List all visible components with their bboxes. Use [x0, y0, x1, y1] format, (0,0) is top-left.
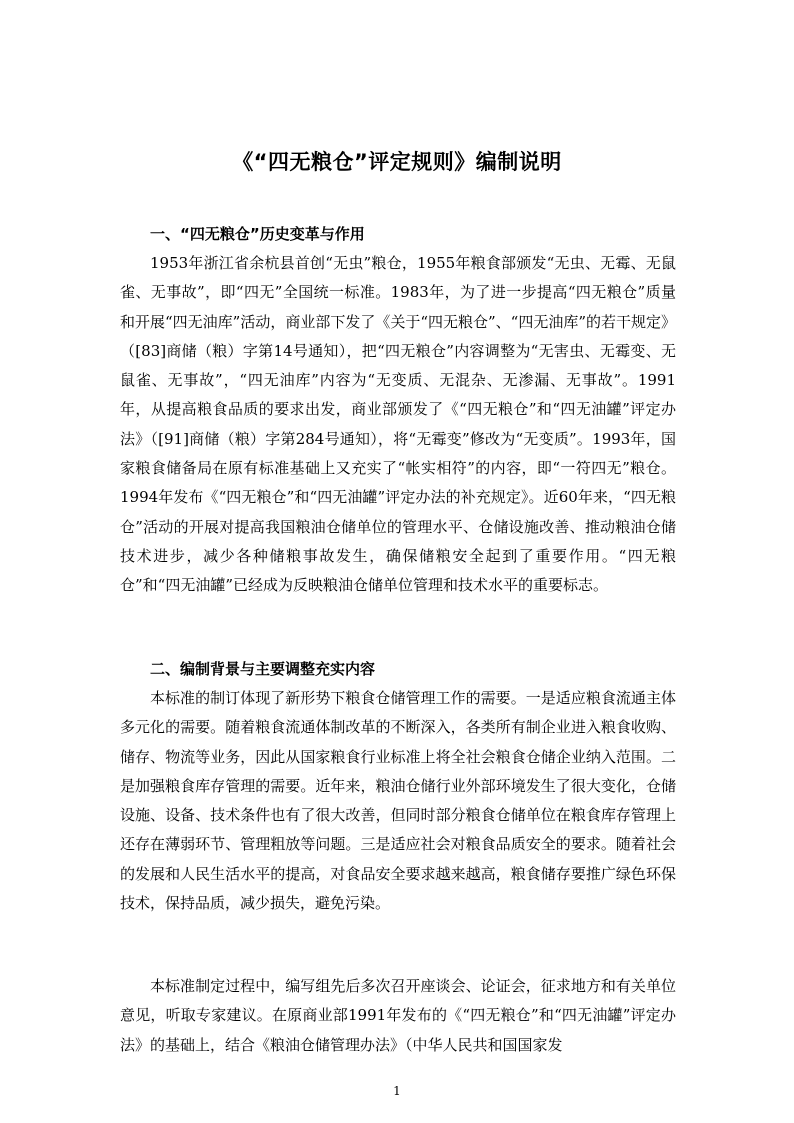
section-paragraph: 本标准制定过程中，编写组先后多次召开座谈会、论证会，征求地方和有关单位意见，听取专家建议。在原商业部1991年发布的《“四无粮仓”和“四无油罐”评定办法》的基础上，结合《粮油仓储管理办法》（中华人民共和国国家发 — [120, 977, 676, 1054]
section-paragraph: 1953年浙江省余杭县首创“无虫”粮仓，1955年粮食部颁发“无虫、无霉、无鼠雀、无事故”，即“四无”全国统一标准。1983年，为了进一步提高“四无粮仓”质量和开展“四无油库”活动，商业部下发了《关于“四无粮仓”、“四无油库”的若干规定》（[83]商储（粮）字第14号通知），把“四无粮仓”内容调整为“无害虫、无霉变、无鼠雀、无事故”，“四无油库”内容为“无变质、无混杂、无渗漏、无事故”。1991年，从提高粮食品质的要求出发，商业部颁发了《“四无粮仓”和“四无油罐”评定办法》（[91]商储（粮）字第284号通知），将“无霉变”修改为“无变质”。1993年，国家粮食储备局在原有标准基础上又充实了“帐实相符”的内容，即“一符四无”粮仓。1994年发布《“四无粮仓”和“四无油罐”评定办法的补充规定》。近60年来，“四无粮仓”活动的开展对提高我国粮油仓储单位的管理水平、仓储设施改善、推动粮油仓储技术进步，减少各种储粮事故发生，确保储粮安全起到了重要作用。“四无粮仓”和“四无油罐”已经成为反映粮油仓储单位管理和技术水平的重要标志。 — [120, 254, 677, 595]
section-process — [120, 972, 676, 1060]
section-heading: 二、编制背景与主要调整充实内容 — [150, 660, 376, 678]
section-history — [120, 220, 676, 601]
page-number: 1 — [393, 1084, 401, 1098]
section-heading: 一、“四无粮仓”历史变革与作用 — [150, 225, 365, 243]
section-background — [120, 655, 676, 918]
section-paragraph: 本标准的制订体现了新形势下粮食仓储管理工作的需要。一是适应粮食流通主体多元化的需要。随着粮食流通体制改革的不断深入，各类所有制企业进入粮食收购、储存、物流等业务，因此从国家粮食行业标准上将全社会粮食仓储企业纳入范围。二是加强粮食库存管理的需要。近年来，粮油仓储行业外部环境发生了很大变化，仓储设施、设备、技术条件也有了很大改善，但同时部分粮食仓储单位在粮食库存管理上还存在薄弱环节、管理粗放等问题。三是适应社会对粮食品质安全的要求。随着社会的发展和人民生活水平的提高，对食品安全要求越来越高，粮食储存要推广绿色环保技术，保持品质，减少损失，避免污染。 — [120, 689, 676, 913]
document-title: 《“四无粮仓”评定规则》编制说明 — [232, 150, 562, 174]
